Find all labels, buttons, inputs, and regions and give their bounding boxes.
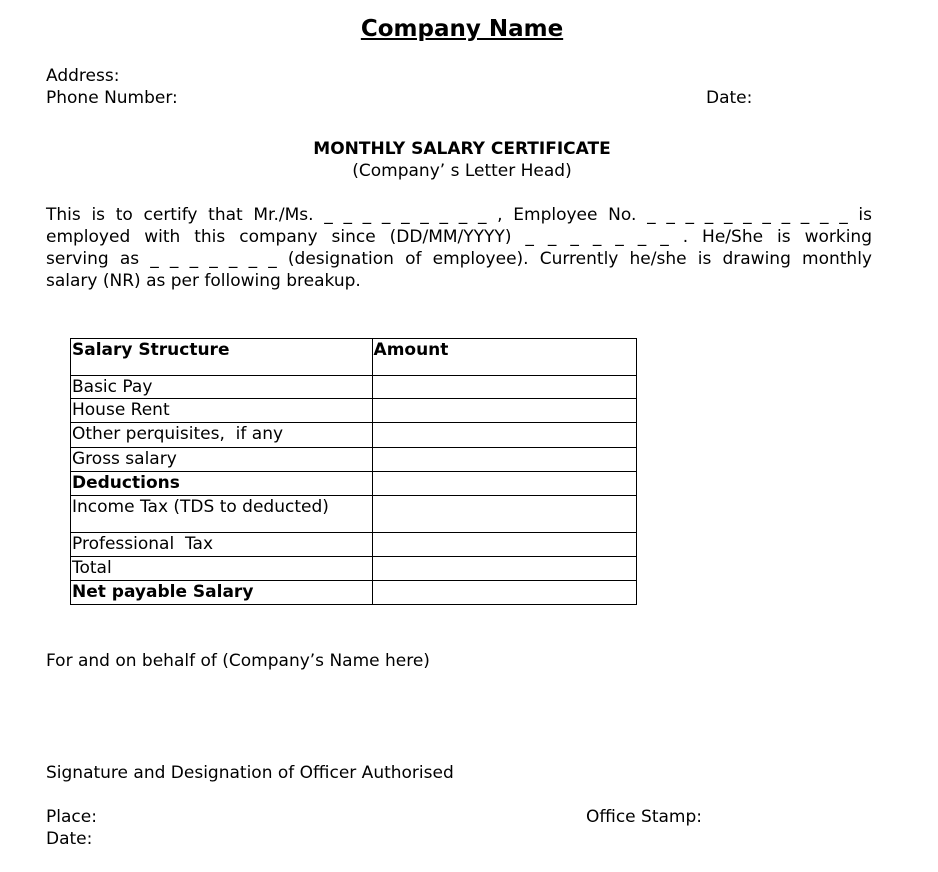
signature-designation-text: Signature and Designation of Officer Authorised [46,763,454,783]
row-label-total: Total [71,557,373,581]
row-label-other-perquisites: Other perquisites, if any [71,423,373,448]
paragraph-line-2: employed with this company since (DD/MM/YYYY) _ _ _ _ _ _ _ . He/She is working [46,227,872,247]
row-label-house-rent: House Rent [71,399,373,423]
place-label: Place: [46,807,97,827]
table-row [71,399,637,423]
office-stamp-label: Office Stamp: [586,807,702,827]
paragraph-line-1: This is to certify that Mr./Ms. _ _ _ _ _ _ _ _ _ , Employee No. _ _ _ _ _ _ _ _ _ _ _ is [46,205,872,225]
table-row [71,533,637,557]
table-row [71,448,637,472]
paragraph-line-3: serving as _ _ _ _ _ _ _ (designation of employee). Currently he/she is drawing monthly [46,249,872,269]
company-name: Company Name [360,16,564,42]
row-label-income-tax: Income Tax (TDS to deducted) [71,496,373,533]
address-label: Address: [46,66,120,86]
table-row [71,423,637,448]
salary-table [70,338,637,605]
table-row [71,581,637,605]
row-amount-gross-salary [372,448,636,472]
table-row [71,472,637,496]
row-amount-deductions [372,472,636,496]
row-label-professional-tax: Professional Tax [71,533,373,557]
row-amount-house-rent [372,399,636,423]
table-row [71,496,637,533]
table-row [71,376,637,399]
row-amount-professional-tax [372,533,636,557]
row-label-basic-pay: Basic Pay [71,376,373,399]
table-header-row [71,339,637,376]
row-label-net-payable-salary: Net payable Salary [71,581,373,605]
row-amount-total [372,557,636,581]
row-amount-income-tax [372,496,636,533]
row-label-deductions: Deductions [71,472,373,496]
paragraph-line-4: salary (NR) as per following breakup. [46,271,361,291]
certificate-title: MONTHLY SALARY CERTIFICATE [313,139,611,159]
row-amount-other-perquisites [372,423,636,448]
row-label-gross-salary: Gross salary [71,448,373,472]
table-row [71,557,637,581]
row-amount-basic-pay [372,376,636,399]
row-amount-net-payable-salary [372,581,636,605]
footer-date-label: Date: [46,829,93,849]
certification-paragraph [46,204,872,292]
header-amount: Amount [372,339,636,376]
behalf-text: For and on behalf of (Company’s Name here) [46,651,430,671]
certificate-subtitle: (Company’ s Letter Head) [352,161,572,181]
header-salary-structure: Salary Structure [71,339,373,376]
phone-number-label: Phone Number: [46,88,178,108]
header-date-label: Date: [706,88,753,108]
